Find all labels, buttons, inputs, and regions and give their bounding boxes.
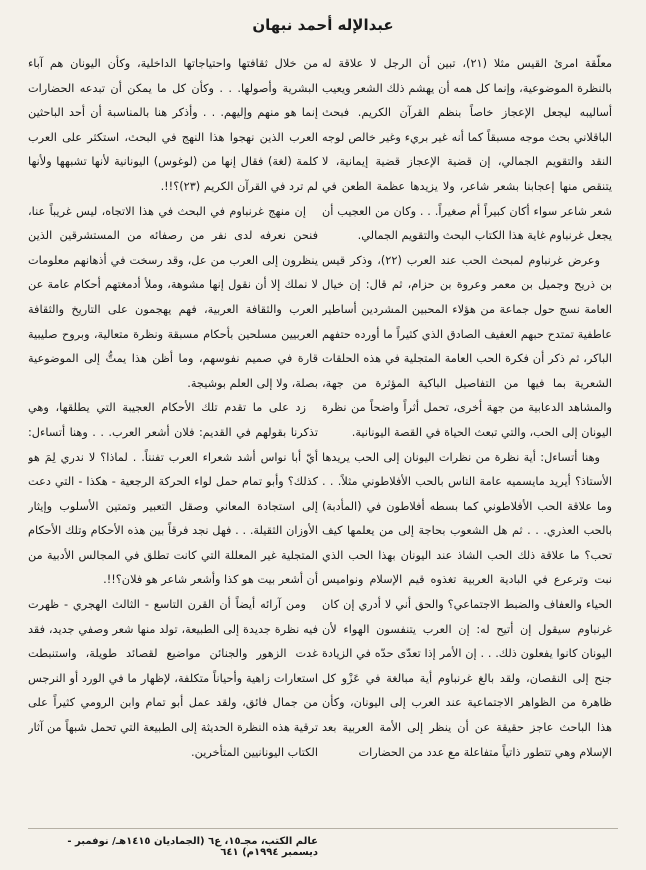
paragraph: وهنا أتساءل: أية نظرة من نظرات اليونان إلى الحب يريدها الأستاذ؟ أيريد مايسميه عامة الناس بالحب الأفلاطوني مثلاً. . . وما علاقة الحب الأفلاطوني كما بسطه أفلاطون في (المأدبة) بالحب العذري. . . ثم هل الشعوب بحاجة إلى من يعلمها كيف تحب؟ ما علاقة ذلك الحب الشاذ عند اليونان بهذا الحب الذي نبت وترعرع في البادية العربية تغذوه قيم الإسلام ونواميس الحياء والعفاف والضبط الاجتماعي؟ والحق أني لا أدري إن كان غرنباوم سيقول إن أتيح له: إن العرب يتنفسون الهواء لأن اليونان كانوا يفعلون ذلك. . . إن الأمر إذا تعدّى حدّه في الزيادة جنح إلى النقصان، ولقد بالغ غرنباوم أية مبالغة في عَزْو كل ظاهرة من الظواهر الاجتماعية عند العرب إلى اليونان، وكأن هذا الباحث عاجز حقيقة عن أن ينظر إلى الأمة العربية بعد الإسلام وهي تتطور ذاتياً متفاعلة مع عدد من الحضارات: [322, 450, 612, 759]
footer-divider: [28, 828, 618, 829]
text-column-right: [322, 52, 612, 822]
text-column-left: [28, 52, 318, 822]
running-header-author: عبدالإله أحمد نبهان: [252, 16, 394, 34]
paragraph: وعرض غرنباوم لمبحث الحب عند العرب (٢٢)، وذكر قيس بن ذريح وجميل بن معمر وعروة بن حزام، ثم قال: إن خيال العامة نسج حول جماعة من هؤلاء المحبين المشردين أساطير عاطفية تمتدح حبهم العفيف الصادق الذي كثيراً ما أورده حتفهم الباكر، ثم ذكر أن فكرة الحب العامة المتجلية في هذه الحلقات الشعرية بما فيها من التفاصيل الباكية المؤثرة من جهة، والمشاهد الدعابية من جهة أخرى، تحمل أثراً واضحاً من نظرة اليونان إلى الحب، والتي تبعث الحياة في القصة اليونانية.: [322, 253, 612, 439]
paragraph: ومن آرائه أيضاً أن القرن التاسع - الثالث الهجري - ظهرت فيه نظرة جديدة إلى الطبيعة، تولد منها شعر وصفي جديد، فقد غدت الزهور والجنائن مواضيع لقصائد طويلة، واستنبطت استعارات زاهية وأحياناً متكلفة، لإظهار ما في الورد أو النرجس من جمال فائق، ولقد عمل أبو تمام وابن الرومي كثيراً على ترقية هذه النظرة الحديثة إلى الطبيعة التي تحمل شبهاً من آثار الكتاب اليونانيين المتأخرين.: [28, 598, 318, 759]
paragraph: معلّقة امرئ القيس مثلا (٢١)، تبين أن الرجل لا علاقة له بالنظرة الموضوعية، وإنما كل همه أن يهشم ذلك الشعر ويعيب أساليبه ليجعل الإعجاز خاصاً بنظم القرآن الكريم. فبحث الباقلاني بحث موجه مسبقاً كما أنه غير بريء وغير خالص لوجه النقد والتقويم الجمالي، إن قضية الإعجاز قضية إيمانية، لا يتنقص منها إعجابنا بشعر شاعر، ولا يزيدها عظمة الطعن في شعر شاعر سواء أكان كبيراً أم صغيراً. . . وكان من العجيب أن يجعل غرنباوم غاية هذا الكتاب البحث والتقويم الجمالي.: [322, 57, 612, 243]
paragraph: إن منهج غرنباوم في البحث في هذا الاتجاه، ليس غريباً عنا، فنحن نعرفه لدى نفر من رصفائه من المستشرقين الذين ينظرون إلى العرب من عل، وقد رسخت في أذهانهم معلومات لا نملك إلا أن نقول إنها مشوهة، وملأ أدمغتهم أحكام عامة عن العرب والثقافة العربية، فهم يهجمون على التاريخ والثقافة العربيين مسلحين بأحكام مسبقة ونظرة متعالية، وبروح صليبية قارة في صميم نفوسهم، وما أظن هذا يمتُّ إلى الموضوعية بصلة، ولا إلى العلم بوشيجة.: [28, 204, 318, 390]
footer-citation: عالم الكتب، مجـ١٥، ع٦ (الجماديان ١٤١٥هـ/ نوفمبر - ديسمبر ١٩٩٤م) ٦٤١: [67, 836, 318, 858]
paragraph: زد على ما تقدم تلك الأحكام العجيبة التي يطلقها، وهي تذكرنا بقولهم في القديم: فلان أشعر العرب. . . وهنا أتساءل: أيّ أبا نواس أشد شعراء العرب تفنناً. . لماذا؟ لا ندري لِمَ هو كذلك؟ وأبو تمام حمل لواء الحركة الرجعية - هكذا - التي دعت إلى استجادة المعاني وصقل التعبير وتمتين الأسلوب وإيثار الأوزان الثقيلة. . . فهل نجد فرقاً بين هذه الأحكام وتلك الأحكام المتجلية غير المعللة التي كانت تطلق في المجالس الأدبية من أن أشعر بيت هو كذا وأشعر شاعر هو فلان؟!!.: [28, 401, 318, 587]
paragraph: من خلال ثقافتها واحتياجاتها الداخلية، وكأن اليونان هم آباء البشرية وأصولها. . . وكأن كل ما يمكن أن تبدعه الحضارات إنما هو منهم وإليهم. . . وأذكر هنا بالمناسبة أن أحد الباحثين العرب الذين نهجوا هذا النهج في البحث، استكثر على العرب كلمة (لغة) فقال إنها من (لوغوس) اليونانية لأنها تشبهها ولأنها لم ترد في القرآن الكريم (٢٣)؟!!.: [28, 57, 318, 193]
